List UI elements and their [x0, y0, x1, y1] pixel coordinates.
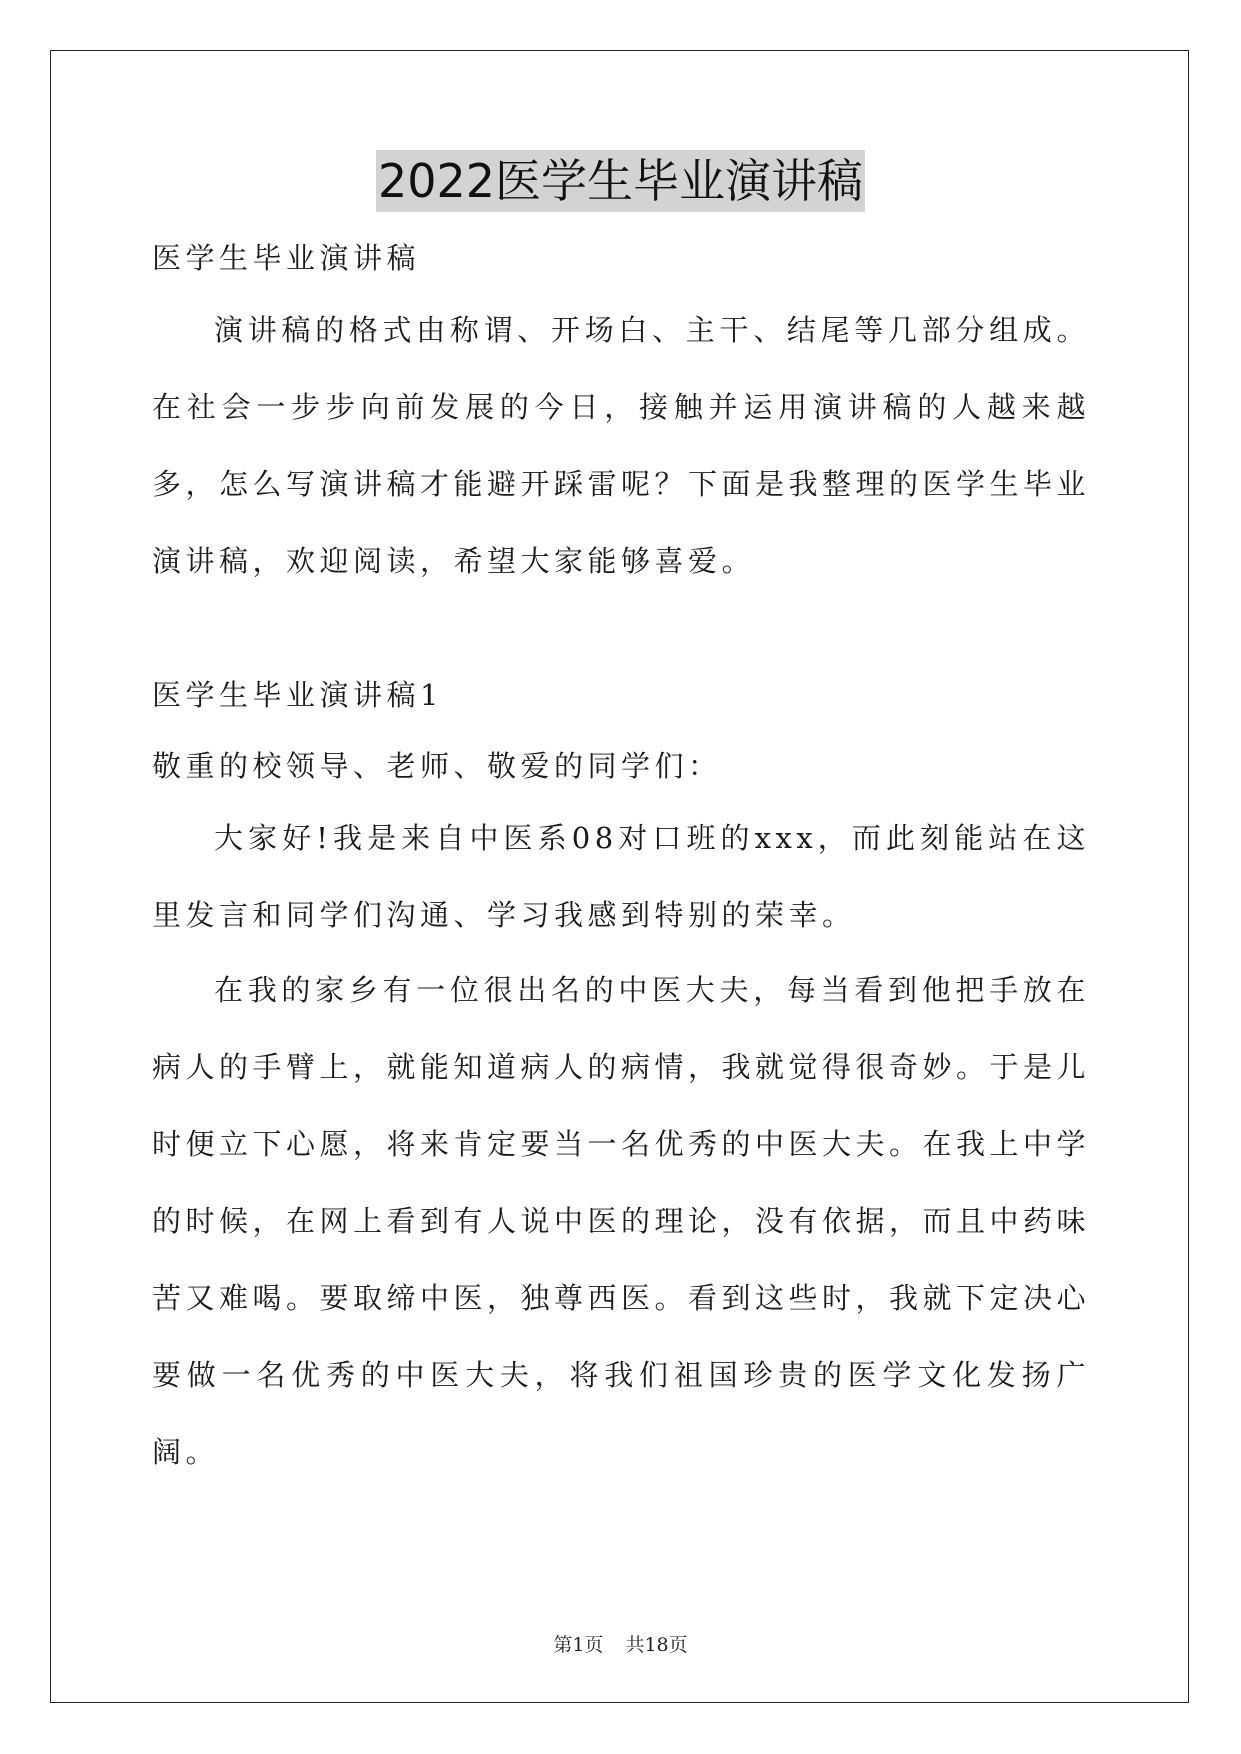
- title-container: [0, 150, 1241, 212]
- intro-paragraph: 演讲稿的格式由称谓、开场白、主干、结尾等几部分组成。在社会一步步向前发展的今日，接触并运用演讲稿的人越来越多，怎么写演讲稿才能避开踩雷呢？下面是我整理的医学生毕业演讲稿，欢迎阅读，希望大家能够喜爱。: [152, 313, 1091, 578]
- page-number: 第1页: [553, 1634, 604, 1656]
- page-footer: [0, 1630, 1241, 1657]
- salutation: 敬重的校领导、老师、敬爱的同学们：: [152, 749, 722, 783]
- paragraph-1: 大家好!我是来自中医系08对口班的xxx，而此刻能站在这里发言和同学们沟通、学习我感到特别的荣幸。: [152, 821, 1090, 932]
- paragraph-2: 在我的家乡有一位很出名的中医大夫，每当看到他把手放在病人的手臂上，就能知道病人的病情，我就觉得很奇妙。于是儿时便立下心愿，将来肯定要当一名优秀的中医大夫。在我上中学的时候，在网上看到有人说中医的理论，没有依据，而且中药味苦又难喝。要取缔中医，独尊西医。看到这些时，我就下定决心要做一名优秀的中医大夫，将我们祖国珍贵的医学文化发扬广阔。: [152, 973, 1091, 1469]
- page-total: 共18页: [625, 1634, 688, 1656]
- subtitle: 医学生毕业演讲稿: [152, 241, 421, 275]
- document-title: 2022医学生毕业演讲稿: [376, 150, 865, 212]
- section-heading: 医学生毕业演讲稿1: [152, 678, 443, 712]
